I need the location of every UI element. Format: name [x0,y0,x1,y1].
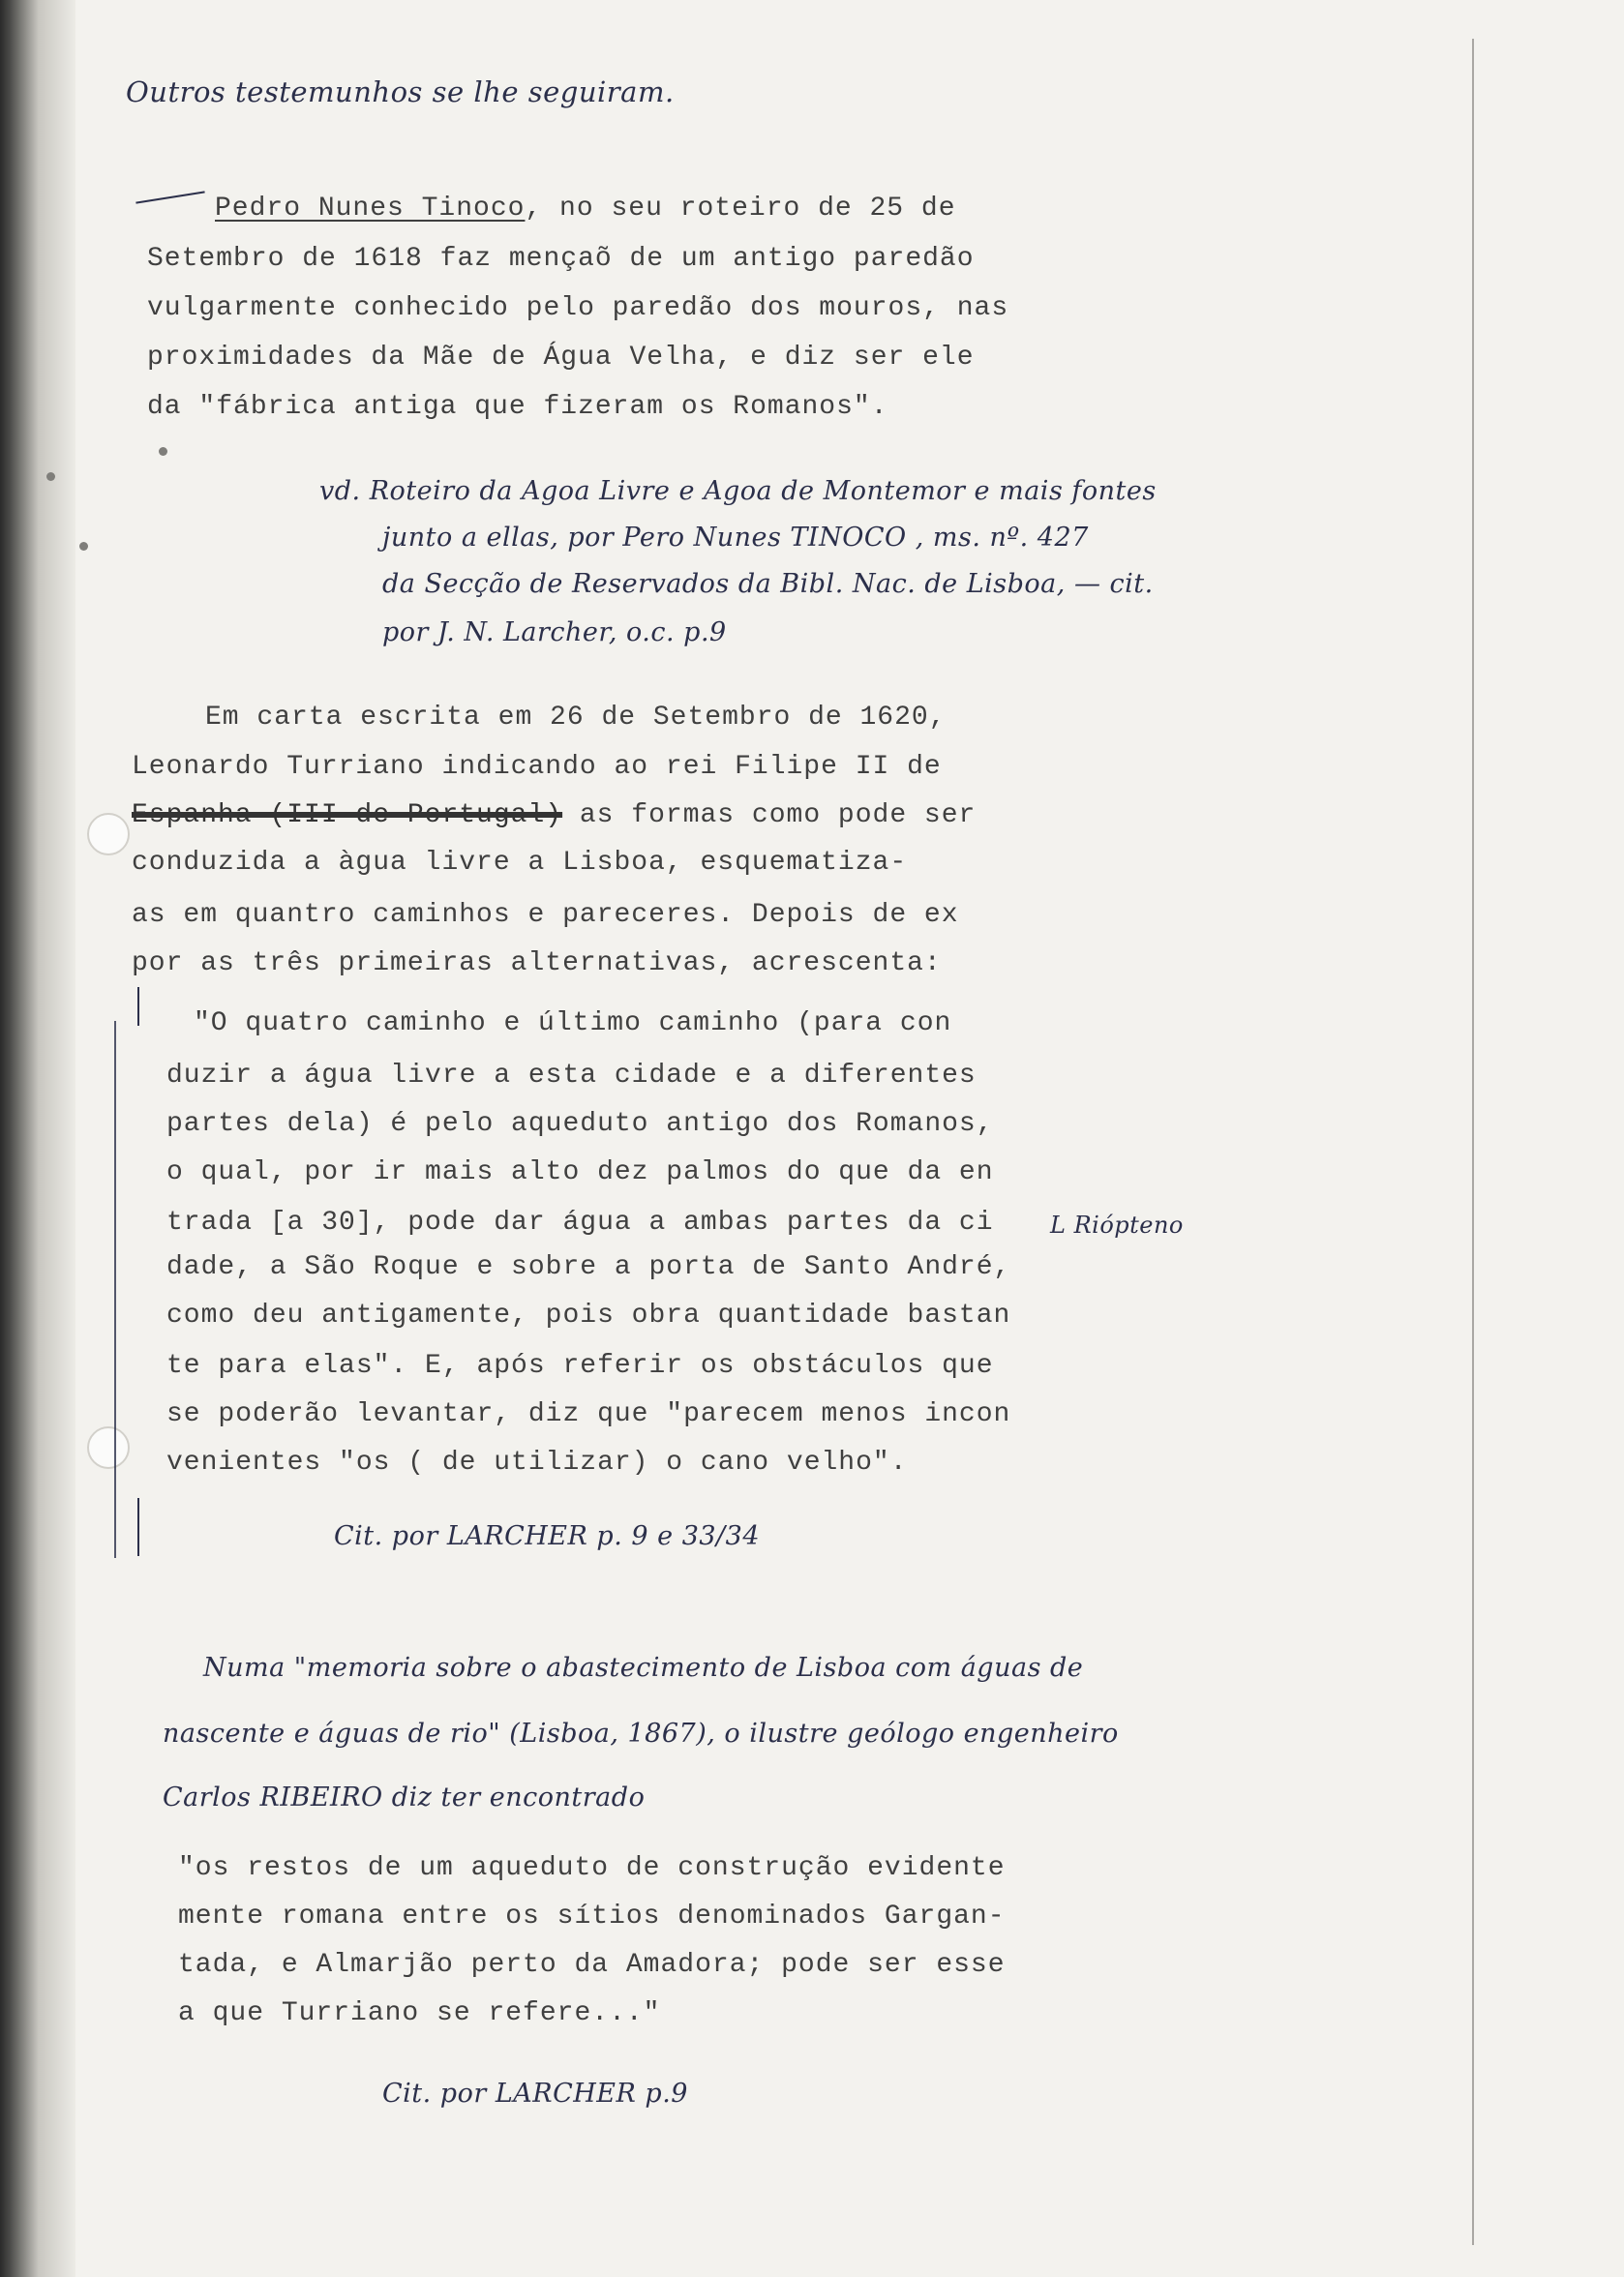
quote-line-7: como deu antigamente, pois obra quantidade bastan [166,1301,1011,1331]
turriano-line-1: Em carta escrita em 26 de Setembro de 1620, [205,703,947,733]
quote-line-2: duzir a água livre a esta cidade e a diferentes [166,1061,977,1091]
larcher-cite-2: Cit. por LARCHER p.9 [382,2079,688,2109]
turriano-line-3 [132,800,976,830]
tinoco-line-1 [215,194,956,224]
margin-dot-1 [46,472,55,481]
tinoco-line-2: Setembro de 1618 faz mençaõ de um antigo paredão [147,244,975,274]
tinoco-ref-line-3: da Secção de Reservados da Bibl. Nac. de Lisboa, — cit. [382,569,1154,599]
turriano-line-5: as em quantro caminhos e pareceres. Depois de ex [132,900,959,930]
turriano-line-3-rest: as formas como pode ser [562,800,977,830]
larcher-cite-1: Cit. por LARCHER p. 9 e 33/34 [334,1521,761,1551]
bracket-bottom [137,1498,139,1556]
tinoco-name-underlined: Pedro Nunes Tinoco [215,194,526,224]
quote-line-4: o qual, por ir mais alto dez palmos do que da en [166,1157,994,1187]
quote-line-8: te para elas". E, após referir os obstáculos que [166,1351,994,1381]
tinoco-ref-line-1: vd. Roteiro da Agoa Livre e Agoa de Montemor e mais fontes [319,476,1157,506]
ribeiro-intro-line-3: Carlos RIBEIRO diz ter encontrado [163,1783,646,1813]
ribeiro-quote-line-3: tada, e Almarjão perto da Amadora; pode ser esse [178,1950,1006,1980]
ribeiro-quote-line-2: mente romana entre os sítios denominados Gargan- [178,1902,1006,1932]
quote-line-1: "O quatro caminho e último caminho (para con [194,1008,952,1038]
turriano-line-6: por as três primeiras alternativas, acrescenta: [132,948,942,978]
pen-stroke-margin [135,191,204,203]
quote-line-3: partes dela) é pelo aqueduto antigo dos Romanos, [166,1109,994,1139]
quote-line-6: dade, a São Roque e sobre a porta de Santo André, [166,1252,1011,1282]
bracket-top [137,987,139,1026]
header-note: Outros testemunhos se lhe seguiram. [126,75,675,108]
ink-dot [159,447,167,456]
tinoco-line-5: da "fábrica antiga que fizeram os Romanos". [147,392,888,422]
punch-hole-bottom [87,1426,130,1469]
tinoco-line-1-rest: , no seu roteiro de 25 de [525,194,956,224]
quote-line-10: venientes "os ( de utilizar) o cano velho". [166,1448,908,1478]
punch-hole-top [87,813,130,855]
struck-text: Espanha (III de Portugal) [132,800,563,830]
tinoco-line-4: proximidades da Mãe de Água Velha, e diz ser ele [147,343,975,373]
turriano-line-4: conduzida a àgua livre a Lisboa, esquematiza- [132,848,908,878]
tinoco-line-3: vulgarmente conhecido pelo paredão dos mouros, nas [147,293,1009,323]
quote-line-5: trada [a 30], pode dar água a ambas partes da ci [166,1208,994,1238]
quote-line-9: se poderão levantar, diz que "parecem menos incon [166,1399,1011,1429]
ribeiro-quote-line-4: a que Turriano se refere..." [178,1998,661,2028]
right-margin-rule [1472,39,1474,2245]
ribeiro-intro-line-1: Numa "memoria sobre o abastecimento de Lisboa com águas de [203,1653,1084,1683]
ribeiro-quote-line-1: "os restos de um aqueduto de construção evidente [178,1853,1006,1883]
tinoco-ref-line-4: por J. N. Larcher, o.c. p.9 [382,617,727,647]
tinoco-ref-line-2: junto a ellas, por Pero Nunes TINOCO , ms. nº. 427 [382,523,1089,553]
margin-dot-2 [79,542,88,551]
bracket-vertical [114,1021,116,1558]
margin-note: L Riópteno [1050,1212,1184,1239]
turriano-line-2: Leonardo Turriano indicando ao rei Filipe II de [132,752,942,782]
ribeiro-intro-line-2: nascente e águas de rio" (Lisboa, 1867), o ilustre geólogo engenheiro [163,1719,1119,1749]
